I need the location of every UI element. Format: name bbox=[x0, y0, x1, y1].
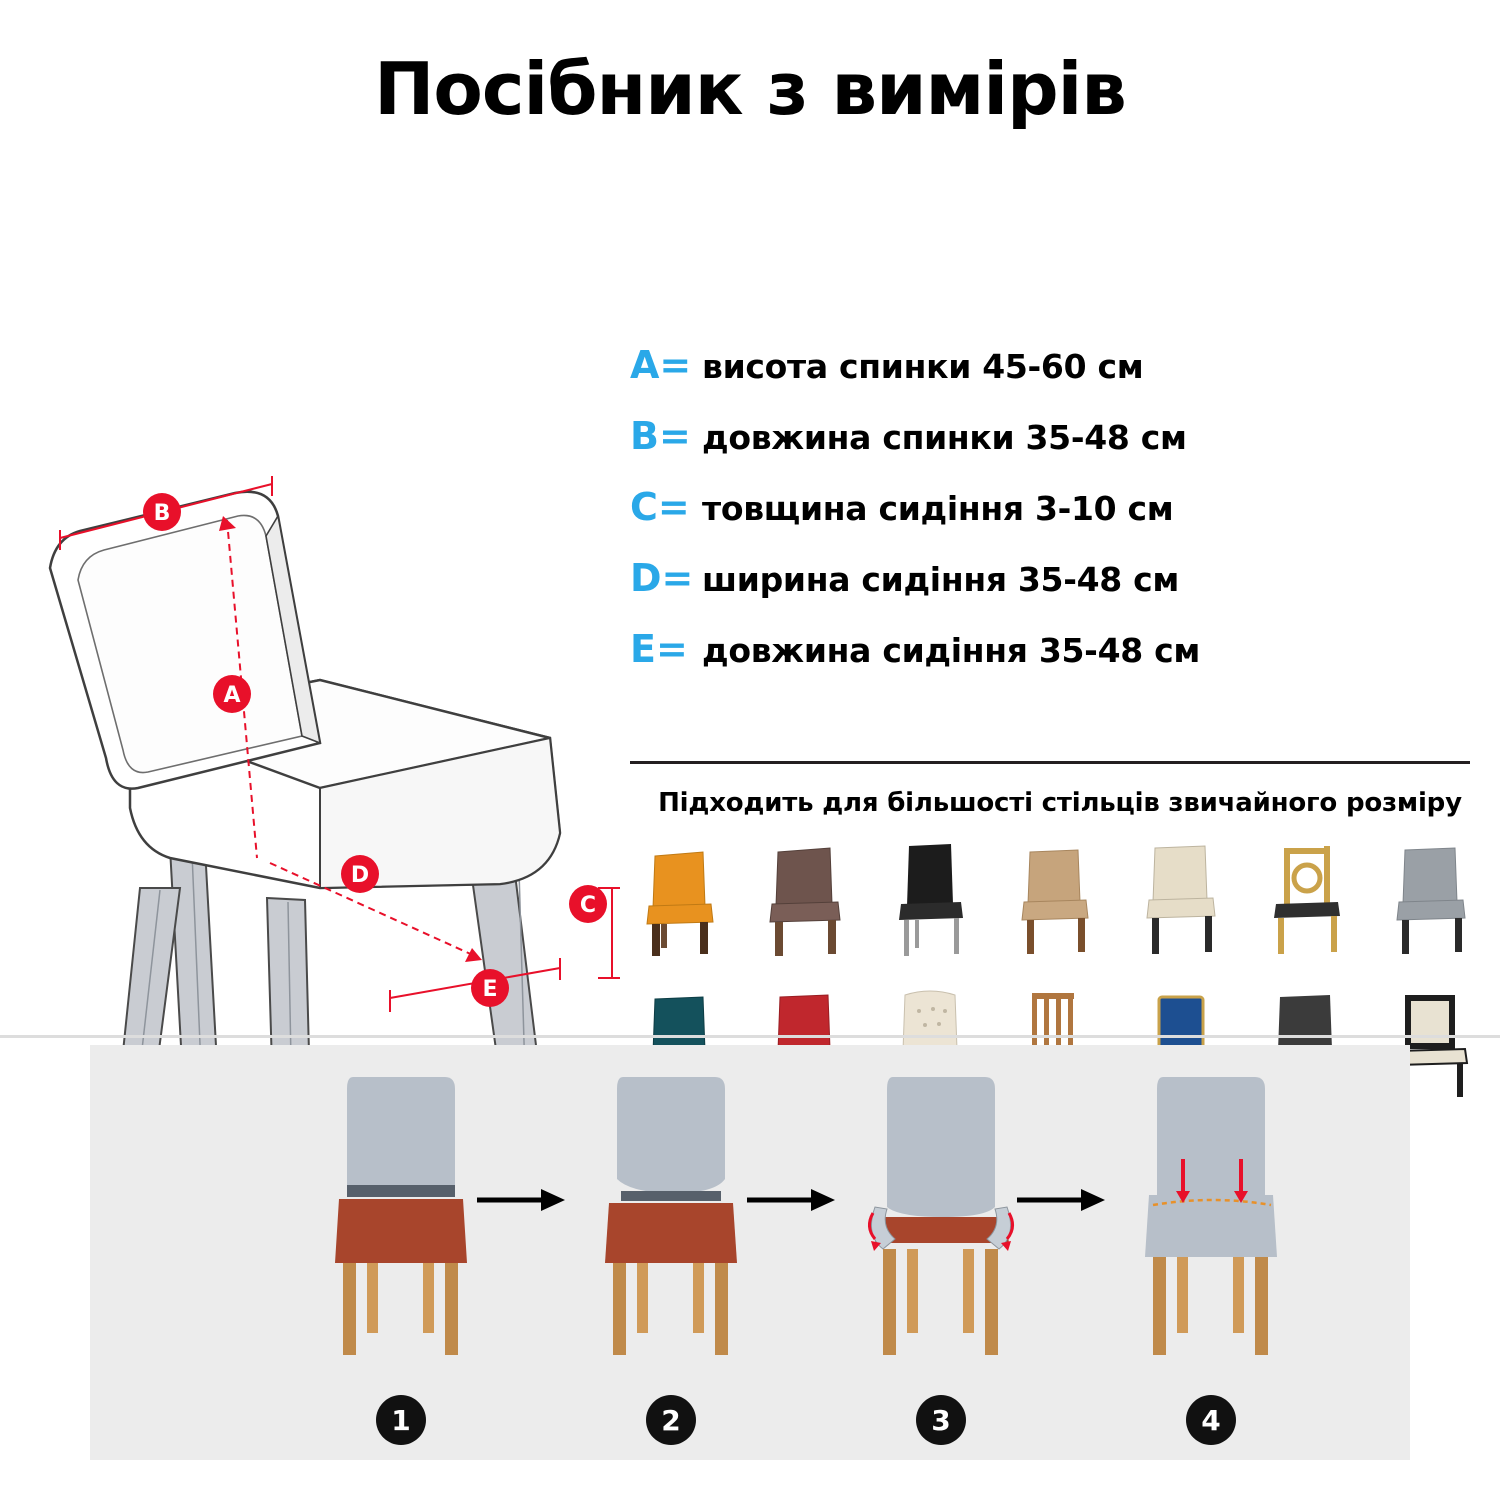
panel-top-edge bbox=[0, 1035, 1500, 1038]
chair-thumb-beige-wood-chair bbox=[995, 838, 1116, 973]
legend-text-e: довжина сидіння 35-48 см bbox=[702, 630, 1201, 670]
svg-text:D: D bbox=[350, 862, 370, 888]
section-divider bbox=[630, 761, 1470, 764]
installation-steps-panel bbox=[90, 1045, 1410, 1460]
step-number-1: 1 bbox=[376, 1395, 426, 1445]
step-arrow-2-to-3 bbox=[745, 1185, 837, 1215]
legend-item-d bbox=[630, 556, 1470, 600]
chair-measurement-diagram bbox=[20, 288, 620, 1118]
legend-item-b bbox=[630, 414, 1470, 458]
marker-A bbox=[213, 675, 251, 713]
svg-text:B: B bbox=[153, 500, 171, 526]
marker-E bbox=[471, 969, 509, 1007]
svg-text:A: A bbox=[223, 682, 241, 708]
compatibility-heading: Підходить для більшості стільців звичайного розміру bbox=[658, 787, 1462, 818]
marker-D bbox=[341, 855, 379, 893]
step-illustration-4 bbox=[1105, 1067, 1320, 1397]
legend-text-a: висота спинки 45-60 см bbox=[702, 346, 1144, 386]
measurement-legend bbox=[630, 343, 1470, 698]
step-illustration-2 bbox=[565, 1067, 780, 1397]
step-arrow-1-to-2 bbox=[475, 1185, 567, 1215]
step-illustration-1 bbox=[295, 1067, 510, 1397]
step-arrow-3-to-4 bbox=[1015, 1185, 1107, 1215]
step-number-2: 2 bbox=[646, 1395, 696, 1445]
page-title: Посібник з вимірів bbox=[374, 47, 1126, 131]
legend-key-d: D= bbox=[630, 555, 694, 600]
svg-text:E: E bbox=[482, 976, 498, 1002]
legend-item-c bbox=[630, 485, 1470, 529]
legend-key-e: E= bbox=[630, 626, 688, 671]
legend-item-a bbox=[630, 343, 1470, 387]
legend-text-b: довжина спинки 35-48 см bbox=[702, 417, 1187, 457]
svg-text:C: C bbox=[579, 892, 597, 918]
legend-item-e bbox=[630, 627, 1470, 671]
legend-key-a: A= bbox=[630, 342, 692, 387]
chair-thumb-cream-dark-leg-chair bbox=[1119, 838, 1240, 973]
step-number-3: 3 bbox=[916, 1395, 966, 1445]
chair-thumb-orange-upholstered-chair bbox=[620, 838, 741, 973]
marker-C bbox=[569, 885, 607, 923]
legend-text-c: товщина сидіння 3-10 см bbox=[702, 488, 1174, 528]
legend-key-c: C= bbox=[630, 484, 690, 529]
step-number-4: 4 bbox=[1186, 1395, 1236, 1445]
chair-thumb-black-tall-chair bbox=[870, 838, 991, 973]
legend-key-b: B= bbox=[630, 413, 691, 458]
legend-text-d: ширина сидіння 35-48 см bbox=[702, 559, 1180, 599]
marker-B bbox=[143, 493, 181, 531]
step-illustration-3 bbox=[835, 1067, 1050, 1397]
chair-thumb-gold-frame-chair bbox=[1244, 838, 1365, 973]
chair-thumb-grey-linen-chair bbox=[1369, 838, 1490, 973]
chair-thumb-brown-fabric-chair bbox=[745, 838, 866, 973]
measurement-guide-section bbox=[0, 128, 1500, 1002]
